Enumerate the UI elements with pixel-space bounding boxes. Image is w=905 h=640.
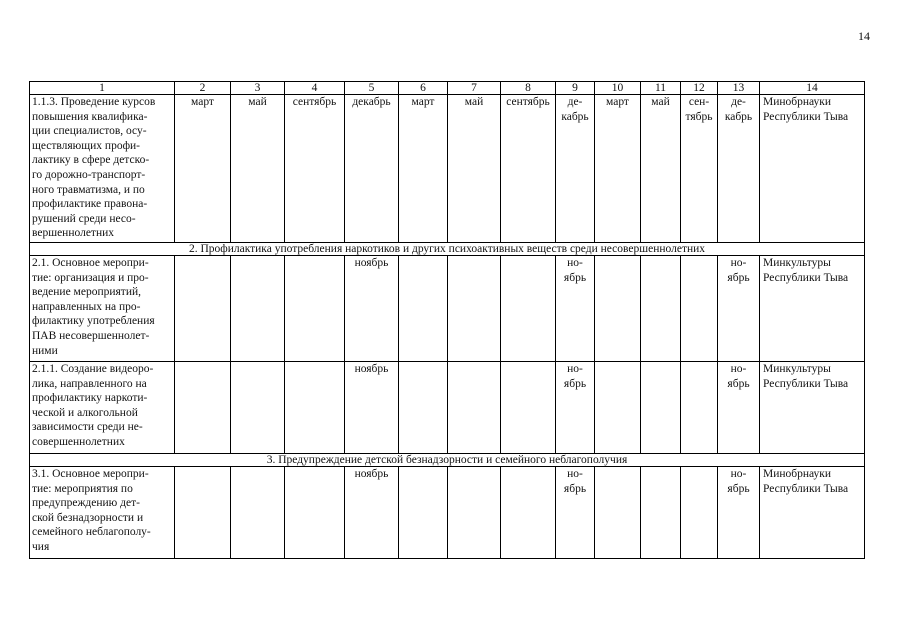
- schedule-cell: [595, 362, 641, 454]
- schedule-cell: май: [641, 95, 681, 243]
- section-title: 3. Предупреждение детской безнадзорности и семейного неблагополучия: [30, 454, 865, 467]
- schedule-cell: [641, 362, 681, 454]
- activity-line: рушений среди несо-: [32, 212, 136, 225]
- activity-row: [30, 362, 865, 454]
- column-number-cell: 8: [501, 82, 556, 95]
- activity-line: повышения квалифика-: [32, 110, 148, 123]
- activity-description: [30, 362, 175, 454]
- schedule-cell: [448, 467, 501, 559]
- activity-line: профилактике правона-: [32, 198, 148, 211]
- schedule-cell: май: [448, 95, 501, 243]
- activity-line: лактику в сфере детско-: [32, 154, 150, 167]
- schedule-text: ябрь: [563, 482, 587, 495]
- activity-line: ведение мероприятий,: [32, 286, 141, 299]
- responsible-agency: [760, 95, 865, 243]
- plan-table: [29, 81, 865, 559]
- schedule-text: ябрь: [563, 377, 587, 390]
- activity-line: совершеннолетних: [32, 435, 125, 448]
- schedule-cell: сентябрь: [285, 95, 345, 243]
- schedule-cell: [681, 256, 718, 362]
- activity-line: ного травматизма, и по: [32, 183, 145, 196]
- activity-line: лика, направленного на: [32, 377, 147, 390]
- schedule-cell: [399, 256, 448, 362]
- activity-line: чия: [32, 540, 50, 553]
- schedule-text: но-: [730, 468, 747, 480]
- schedule-cell: [448, 256, 501, 362]
- responsible-text: Республики Тыва: [763, 110, 849, 123]
- section-title: 2. Профилактика употребления наркотиков и других психоактивных веществ среди несовершеннолетних: [30, 243, 865, 256]
- activity-line: ции специалистов, осу-: [32, 125, 147, 138]
- schedule-cell: декабрь: [345, 95, 399, 243]
- schedule-cell: [175, 256, 231, 362]
- activity-description: [30, 256, 175, 362]
- activity-line: профилактику наркоти-: [32, 392, 148, 405]
- schedule-cell: [718, 467, 760, 559]
- schedule-cell: [501, 362, 556, 454]
- schedule-cell: [681, 467, 718, 559]
- activity-row: [30, 95, 865, 243]
- activity-row: [30, 467, 865, 559]
- responsible-text: Республики Тыва: [763, 377, 849, 390]
- activity-line: ПАВ несовершеннолет-: [32, 329, 150, 342]
- column-number-cell: 11: [641, 82, 681, 95]
- schedule-text: но-: [730, 257, 747, 269]
- activity-line: ними: [32, 344, 58, 357]
- schedule-cell: [641, 256, 681, 362]
- activity-row: [30, 256, 865, 362]
- activity-line: го дорожно-транспорт-: [32, 168, 146, 181]
- schedule-text: но-: [730, 363, 747, 375]
- schedule-cell: [595, 467, 641, 559]
- responsible-agency: [760, 256, 865, 362]
- schedule-cell: [231, 256, 285, 362]
- column-number-cell: 2: [175, 82, 231, 95]
- responsible-text: Республики Тыва: [763, 482, 849, 495]
- schedule-cell: март: [175, 95, 231, 243]
- activity-line: тие: мероприятия по: [32, 482, 133, 495]
- schedule-cell: [448, 362, 501, 454]
- column-number-cell: 5: [345, 82, 399, 95]
- section-row: [30, 454, 865, 467]
- column-number-cell: 14: [760, 82, 865, 95]
- schedule-cell: [175, 362, 231, 454]
- schedule-cell: [285, 467, 345, 559]
- schedule-cell: [399, 467, 448, 559]
- schedule-text: тябрь: [685, 110, 713, 123]
- responsible-text: Минобрнауки: [763, 468, 832, 480]
- schedule-cell: [231, 467, 285, 559]
- schedule-text: но-: [567, 468, 583, 480]
- responsible-text: Минобрнауки: [763, 96, 832, 108]
- schedule-cell: [718, 95, 760, 243]
- schedule-cell: [681, 362, 718, 454]
- activity-line: семейного неблагополу-: [32, 526, 151, 539]
- schedule-cell: [175, 467, 231, 559]
- schedule-text: но-: [567, 363, 583, 375]
- activity-line: 2.1. Основное меропри-: [32, 257, 149, 269]
- schedule-cell: [718, 362, 760, 454]
- schedule-cell: [595, 256, 641, 362]
- activity-line: филактику употребления: [32, 315, 155, 328]
- schedule-cell: [501, 256, 556, 362]
- schedule-text: кабрь: [724, 110, 753, 123]
- schedule-cell: [718, 256, 760, 362]
- activity-line: ской безнадзорности и: [32, 511, 144, 524]
- schedule-cell: [399, 362, 448, 454]
- page-number: 14: [858, 29, 870, 43]
- schedule-cell: [556, 467, 595, 559]
- section-row: [30, 243, 865, 256]
- schedule-text: де-: [567, 96, 583, 108]
- schedule-cell: [501, 467, 556, 559]
- responsible-text: Республики Тыва: [763, 271, 849, 284]
- activity-line: ществляющих профи-: [32, 139, 140, 152]
- activity-line: вершеннолетних: [32, 227, 115, 240]
- schedule-cell: ноябрь: [345, 467, 399, 559]
- activity-line: 2.1.1. Создание видеоро-: [32, 363, 154, 375]
- schedule-text: ябрь: [727, 271, 750, 284]
- activity-line: ческой и алкогольной: [32, 406, 138, 419]
- schedule-cell: [285, 256, 345, 362]
- activity-line: 1.1.3. Проведение курсов: [32, 96, 156, 108]
- schedule-cell: [556, 256, 595, 362]
- activity-line: предупреждению дет-: [32, 497, 140, 510]
- column-number-row: [30, 82, 865, 95]
- schedule-text: ябрь: [563, 271, 587, 284]
- schedule-cell: ноябрь: [345, 256, 399, 362]
- schedule-text: де-: [731, 96, 746, 108]
- activity-description: [30, 467, 175, 559]
- column-number-cell: 4: [285, 82, 345, 95]
- schedule-text: но-: [567, 257, 583, 269]
- schedule-text: кабрь: [561, 110, 589, 123]
- schedule-cell: ноябрь: [345, 362, 399, 454]
- schedule-cell: [641, 467, 681, 559]
- column-number-cell: 3: [231, 82, 285, 95]
- responsible-text: Минкультуры: [763, 363, 831, 375]
- schedule-cell: [556, 362, 595, 454]
- schedule-cell: март: [399, 95, 448, 243]
- schedule-cell: [681, 95, 718, 243]
- schedule-cell: [556, 95, 595, 243]
- schedule-text: ябрь: [727, 482, 750, 495]
- column-number-cell: 12: [681, 82, 718, 95]
- activity-line: направленных на про-: [32, 300, 141, 313]
- schedule-cell: май: [231, 95, 285, 243]
- schedule-cell: март: [595, 95, 641, 243]
- activity-line: тие: организация и про-: [32, 271, 149, 284]
- activity-line: 3.1. Основное меропри-: [32, 468, 149, 480]
- column-number-cell: 6: [399, 82, 448, 95]
- column-number-cell: 7: [448, 82, 501, 95]
- activity-description: [30, 95, 175, 243]
- schedule-cell: сентябрь: [501, 95, 556, 243]
- responsible-agency: [760, 467, 865, 559]
- schedule-cell: [231, 362, 285, 454]
- column-number-cell: 10: [595, 82, 641, 95]
- column-number-cell: 13: [718, 82, 760, 95]
- responsible-text: Минкультуры: [763, 257, 831, 269]
- column-number-cell: 9: [556, 82, 595, 95]
- activity-line: зависимости среди не-: [32, 421, 143, 434]
- schedule-text: сен-: [688, 96, 710, 108]
- schedule-cell: [285, 362, 345, 454]
- schedule-text: ябрь: [727, 377, 750, 390]
- responsible-agency: [760, 362, 865, 454]
- column-number-cell: 1: [30, 82, 175, 95]
